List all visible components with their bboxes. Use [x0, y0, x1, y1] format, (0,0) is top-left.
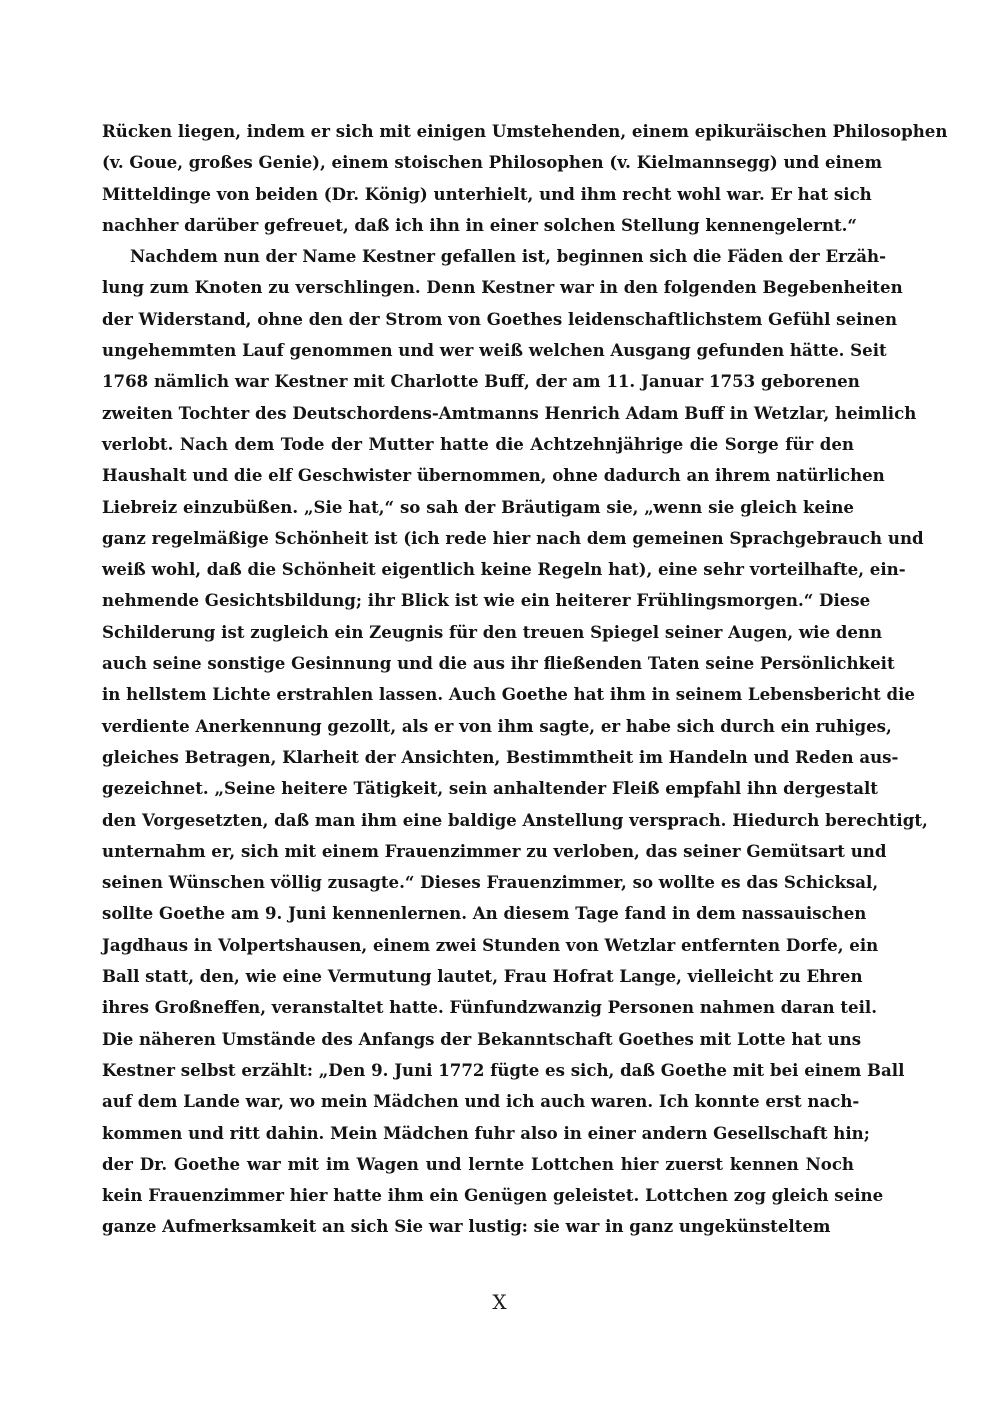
text-line: ganz regelmäßige Schönheit ist (ich rede hier nach dem gemeinen Sprachgebrauch und: [102, 527, 924, 548]
text-line: nehmende Gesichtsbildung; ihr Blick ist wie ein heiterer Frühlingsmorgen.“ Diese: [102, 590, 871, 611]
text-line: kommen und ritt dahin. Mein Mädchen fuhr also in einer andern Gesellschaft hin;: [102, 1122, 870, 1143]
text-line: Kestner selbst erzählt: „Den 9. Juni 1772 fügte es sich, daß Goethe mit bei einem Ball: [102, 1059, 905, 1080]
text-line: ungehemmten Lauf genommen und wer weiß welchen Ausgang gefunden hätte. Seit: [102, 340, 887, 361]
text-line: der Dr. Goethe war mit im Wagen und lernte Lottchen hier zuerst kennen Noch: [102, 1153, 854, 1174]
text-line: der Widerstand, ohne den der Strom von Goethes leidenschaftlichstem Gefühl seinen: [102, 308, 898, 329]
page-number: X: [492, 1290, 508, 1314]
text-line: ganze Aufmerksamkeit an sich Sie war lustig: sie war in ganz ungekünsteltem: [102, 1216, 831, 1237]
text-line: Die näheren Umstände des Anfangs der Bekanntschaft Goethes mit Lotte hat uns: [102, 1028, 862, 1049]
text-line: Jagdhaus in Volpertshausen, einem zwei Stunden von Wetzlar entfernten Dorfe, ein: [102, 934, 879, 955]
text-line: kein Frauenzimmer hier hatte ihm ein Genügen geleistet. Lottchen zog gleich seine: [102, 1185, 884, 1206]
text-line: nachher darüber gefreuet, daß ich ihn in einer solchen Stellung kennengelernt.“: [102, 214, 857, 235]
text-line: auch seine sonstige Gesinnung und die aus ihr fließenden Taten seine Persönlichkeit: [102, 653, 895, 674]
text-line: gezeichnet. „Seine heitere Tätigkeit, sein anhaltender Fleiß empfahl ihn dergestalt: [102, 778, 878, 799]
text-line: weiß wohl, daß die Schönheit eigentlich keine Regeln hat), eine sehr vorteilhafte, ein-: [102, 559, 906, 580]
text-line: Schilderung ist zugleich ein Zeugnis für den treuen Spiegel seiner Augen, wie denn: [102, 621, 883, 642]
text-line: Nachdem nun der Name Kestner gefallen ist, beginnen sich die Fäden der Erzäh-: [130, 246, 886, 267]
text-line: ihres Großneffen, veranstaltet hatte. Fünfundzwanzig Personen nahmen daran teil.: [102, 997, 877, 1018]
text-line: Mitteldinge von beiden (Dr. König) unterhielt, und ihm recht wohl war. Er hat sich: [102, 183, 872, 204]
text-line: verlobt. Nach dem Tode der Mutter hatte die Achtzehnjährige die Sorge für den: [102, 433, 854, 454]
text-line: gleiches Betragen, Klarheit der Ansichten, Bestimmtheit im Handeln und Reden aus-: [102, 746, 899, 767]
text-line: unternahm er, sich mit einem Frauenzimmer zu verloben, das seiner Gemütsart und: [102, 840, 887, 861]
text-line: Liebreiz einzubüßen. „Sie hat,“ so sah der Bräutigam sie, „wenn sie gleich keine: [102, 496, 854, 517]
text-line: 1768 nämlich war Kestner mit Charlotte Buff, der am 11. Januar 1753 geborenen: [102, 371, 860, 392]
text-line: Rücken liegen, indem er sich mit einigen Umstehenden, einem epikuräischen Philosophen: [102, 121, 948, 141]
text-line: den Vorgesetzten, daß man ihm eine baldige Anstellung versprach. Hiedurch berechtigt,: [102, 809, 928, 830]
text-line: Ball statt, den, wie eine Vermutung lautet, Frau Hofrat Lange, vielleicht zu Ehren: [102, 966, 863, 987]
text-line: seinen Wünschen völlig zusagte.“ Dieses Frauenzimmer, so wollte es das Schicksal,: [102, 872, 879, 893]
text-line: verdiente Anerkennung gezollt, als er von ihm sagte, er habe sich durch ein ruhiges,: [102, 715, 892, 736]
text-line: lung zum Knoten zu verschlingen. Denn Kestner war in den folgenden Begebenheiten: [102, 277, 903, 298]
text-line: zweiten Tochter des Deutschordens-Amtmanns Henrich Adam Buff in Wetzlar, heimlich: [102, 402, 917, 423]
text-line: sollte Goethe am 9. Juni kennenlernen. An diesem Tage fand in dem nassauischen: [102, 903, 867, 924]
text-line: auf dem Lande war, wo mein Mädchen und ich auch waren. Ich konnte erst nach-: [102, 1091, 860, 1112]
text-line: Haushalt und die elf Geschwister übernommen, ohne dadurch an ihrem natürlichen: [102, 465, 885, 486]
body-text: [102, 116, 948, 1243]
text-line: (v. Goue, großes Genie), einem stoischen Philosophen (v. Kielmannsegg) und einem: [102, 152, 883, 173]
text-line: in hellstem Lichte erstrahlen lassen. Auch Goethe hat ihm in seinem Lebensbericht die: [102, 684, 915, 705]
